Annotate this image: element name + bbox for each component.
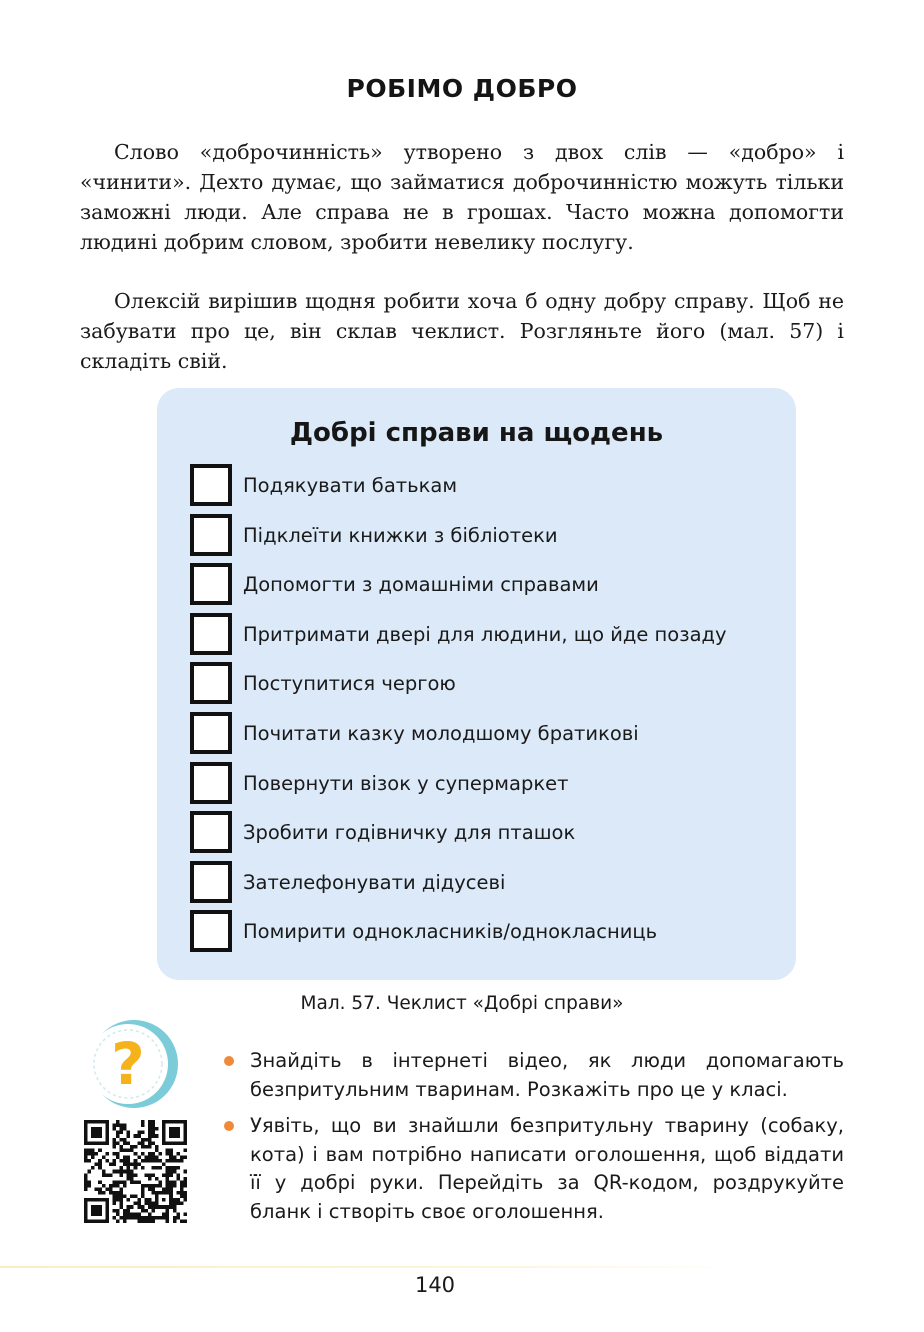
page-number: 140 — [414, 1273, 456, 1297]
checklist-item-label: Допомогти з домашніми справами — [243, 573, 599, 597]
checkbox[interactable] — [190, 861, 232, 903]
footer-divider — [0, 1266, 750, 1268]
story-paragraph: Олексій вирішив щодня робити хоча б одну добру справу. Щоб не забувати про це, він склав чеклист. Розгляньте його (мал. 57) і складіть свій. — [80, 289, 844, 373]
checkbox[interactable] — [190, 563, 232, 605]
intro-paragraph: Слово «доброчинність» утворено з двох слів — «добро» і «чинити». Дехто думає, що займатися доброчинністю можуть тільки заможні люди. Але справа не в грошах. Часто можна допомогти людині добрим словом, зробити невелику послугу. — [80, 140, 844, 254]
checkbox[interactable] — [190, 464, 232, 506]
checkbox[interactable] — [190, 762, 232, 804]
task-item — [224, 1112, 844, 1226]
task-list — [224, 1047, 844, 1234]
checklist-item-label: Зробити годівничку для пташок — [243, 821, 576, 845]
checklist-item-label: Підклеїти книжки з бібліотеки — [243, 523, 558, 547]
checkbox[interactable] — [190, 662, 232, 704]
checklist-panel — [157, 388, 796, 980]
checklist-item-label: Поступитися чергою — [243, 672, 456, 696]
checkbox[interactable] — [190, 910, 232, 952]
checklist-title: Добрі справи на щодень — [289, 418, 664, 448]
qr-code-icon[interactable] — [84, 1120, 187, 1223]
checklist-item-label: Почитати казку молодшому братикові — [243, 721, 639, 745]
page-title: РОБІМО ДОБРО — [346, 74, 578, 103]
question-mark-glyph: ? — [111, 1030, 145, 1098]
task-text: Уявіть, що ви знайшли безпритульну тварину (собаку, кота) і вам потрібно написати оголошення, щоб віддати її у добрі руки. Перейдіть за QR-кодом, роздрукуйте бланк і створіть своє оголошення. — [250, 1114, 844, 1223]
checklist-item-label: Зателефонувати дідусеві — [243, 870, 506, 894]
bullet-icon — [224, 1121, 234, 1131]
figure-caption: Мал. 57. Чеклист «Добрі справи» — [300, 993, 624, 1014]
checkbox[interactable] — [190, 712, 232, 754]
checkbox[interactable] — [190, 811, 232, 853]
task-text: Знайдіть в інтернеті відео, як люди допомагають безпритульним тваринам. Розкажіть про це у класі. — [250, 1049, 844, 1101]
checklist-item-label: Помирити однокласників/однокласниць — [243, 920, 658, 944]
question-mark-icon — [85, 1018, 181, 1110]
checklist-item-label: Подякувати батькам — [243, 474, 458, 497]
checkbox[interactable] — [190, 514, 232, 556]
checklist-item-label: Притримати двері для людини, що йде позаду — [243, 622, 727, 646]
checkbox[interactable] — [190, 613, 232, 655]
bullet-icon — [224, 1056, 234, 1066]
task-item — [224, 1047, 844, 1104]
checklist-item-label: Повернути візок у супермаркет — [243, 771, 569, 795]
